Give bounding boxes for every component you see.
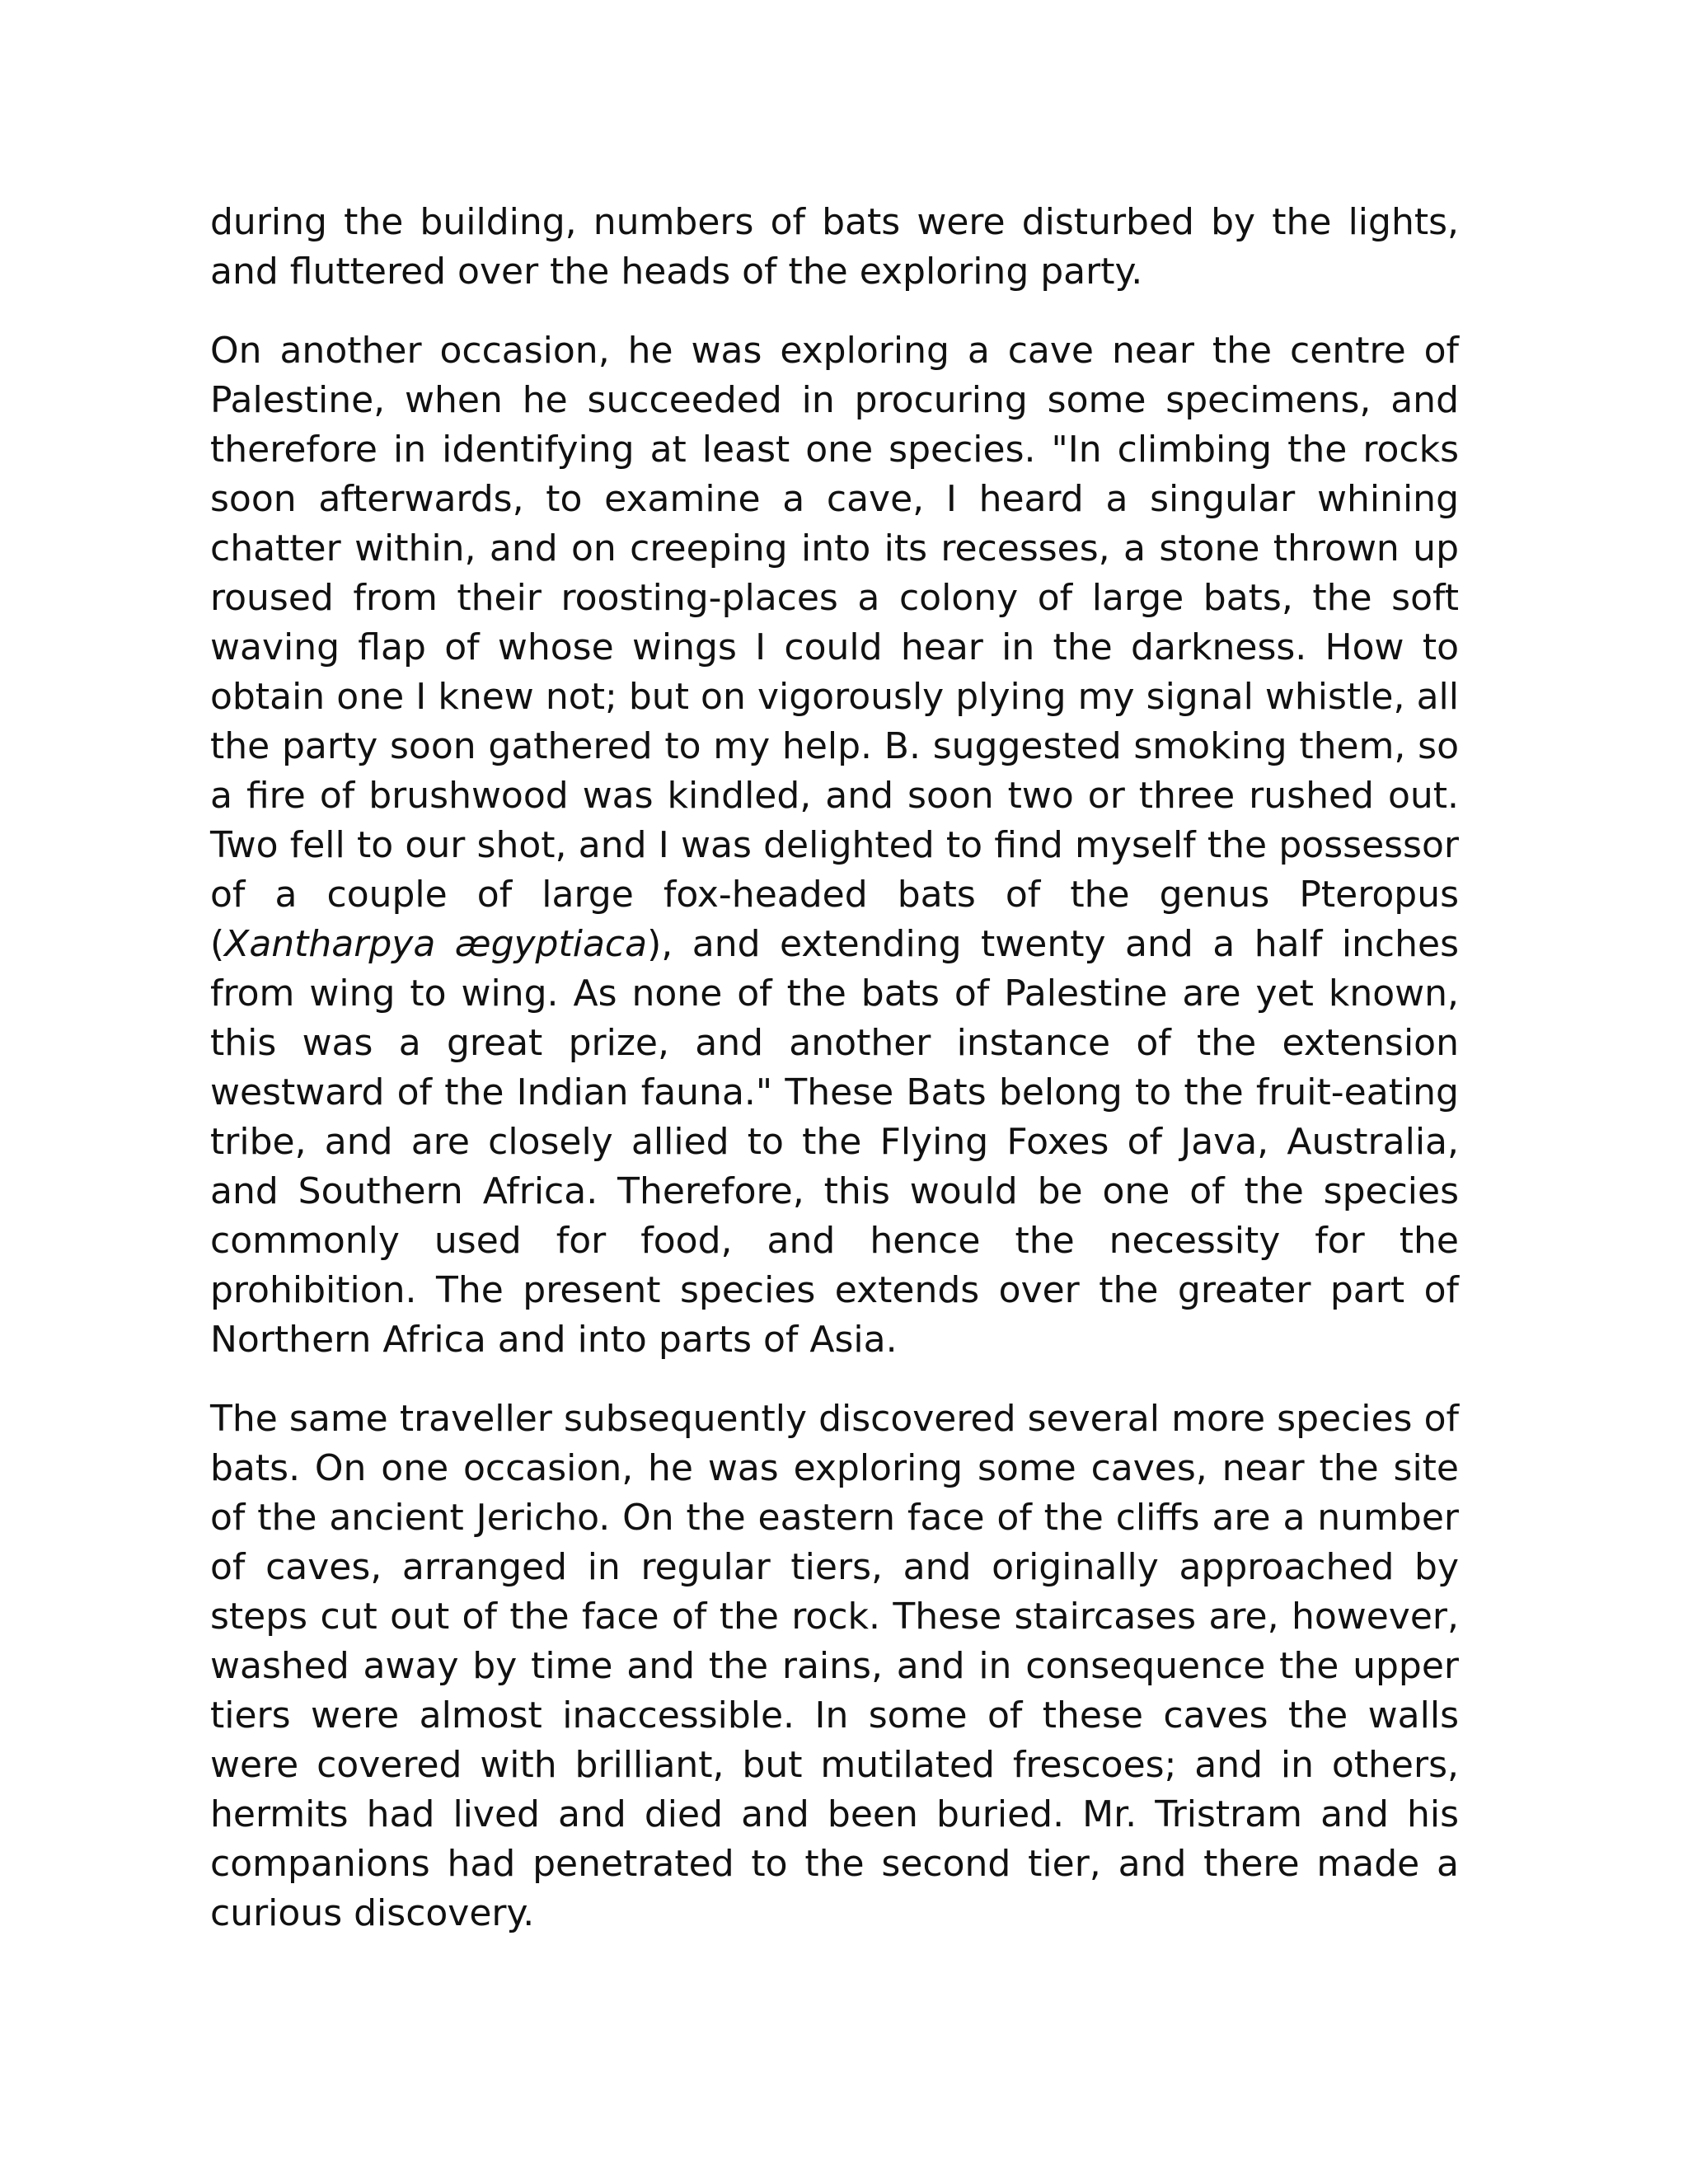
paragraph-2-text-before: On another occasion, he was exploring a cave near the centre of Palestine, when he succeeded in procuring some specimens, and therefore in identifying at least one species. "In climbing the rocks soon afterwards, to examine a cave, I heard a singular whining chatter within, and on creeping into its recesses, a stone thrown up roused from their roosting-places a colony of large bats, the soft waving flap of whose wings I could hear in the darkness. How to obtain one I knew not; but on vigorously plying my signal whistle, all the party soon gathered to my help. B. suggested smoking them, so a fire of brushwood was kindled, and soon two or three rushed out. Two fell to our shot, and I was delighted to find myself the possessor of a couple of large fox-headed bats of the genus Pteropus ( — [210, 330, 1459, 965]
paragraph-2-text-after: ), and extending twenty and a half inches from wing to wing. As none of the bats of Palestine are yet known, this was a great prize, and another instance of the extension westward of the Indian fauna." These Bats belong to the fruit-eating tribe, and are closely allied to the Flying Foxes of Java, Australia, and Southern Africa. Therefore, this would be one of the species commonly used for food, and hence the necessity for the prohibition. The present species extends over the greater part of Northern Africa and into parts of Asia. — [210, 923, 1460, 1361]
paragraph-2 — [210, 326, 1459, 1365]
paragraph-3: The same traveller subsequently discovered several more species of bats. On one occasion, he was exploring some caves, near the site of the ancient Jericho. On the eastern face of the cliffs are a number of caves, arranged in regular tiers, and originally approached by steps cut out of the face of the rock. These staircases are, however, washed away by time and the rains, and in consequence the upper tiers were almost inaccessible. In some of these caves the walls were covered with brilliant, but mutilated frescoes; and in others, hermits had lived and died and been buried. Mr. Tristram and his companions had penetrated to the second tier, and there made a curious discovery. — [210, 1398, 1459, 1934]
paragraph-1: during the building, numbers of bats were disturbed by the lights, and fluttered over the heads of the exploring party. — [210, 201, 1459, 293]
body-text — [210, 198, 1459, 1968]
species-name-italic: Xantharpya ægyptiaca — [224, 923, 648, 965]
